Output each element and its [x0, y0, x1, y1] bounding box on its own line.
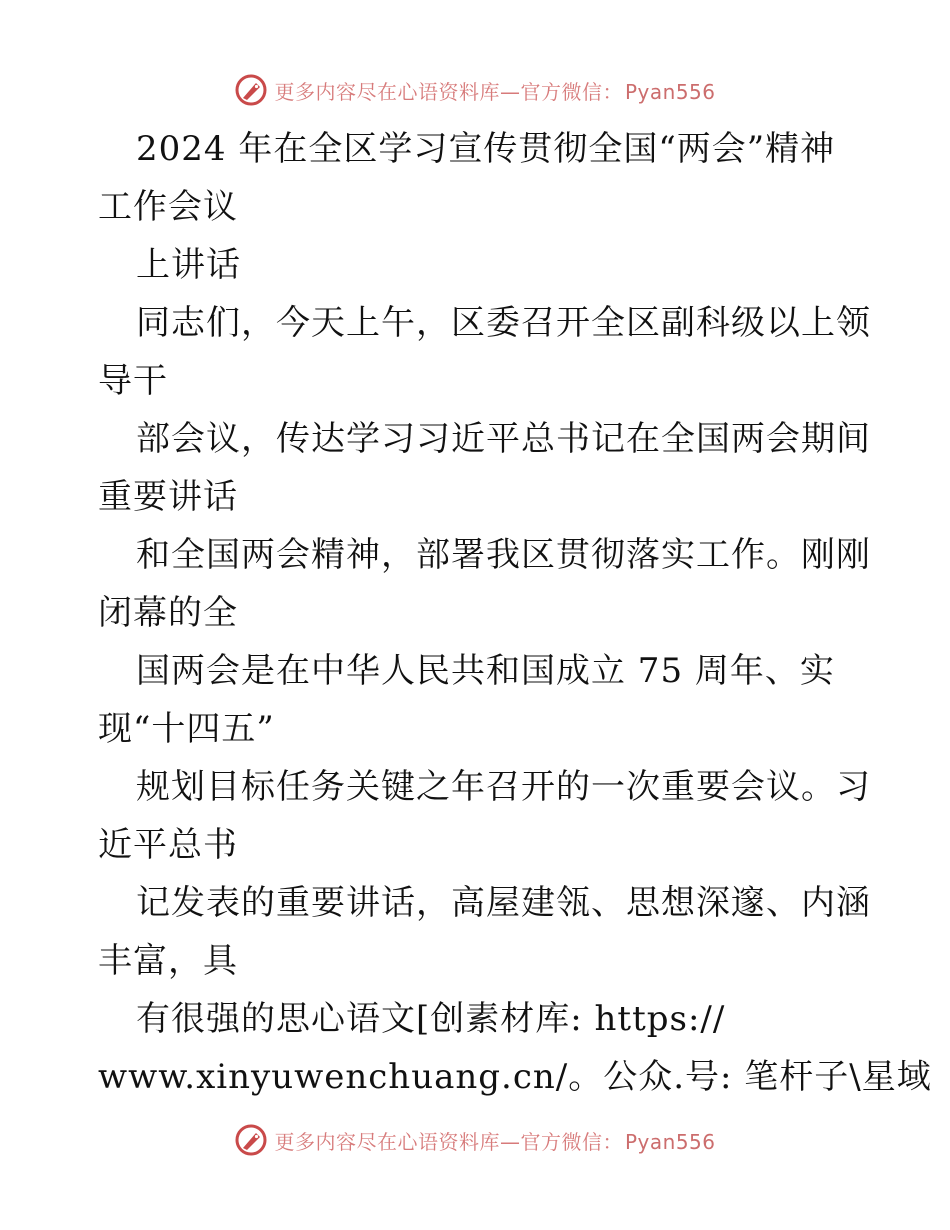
header-watermark	[0, 70, 950, 110]
watermark-wechat-id: Pyan556	[624, 79, 716, 104]
footer-watermark	[0, 1120, 950, 1160]
paragraph-line: 记发表的重要讲话，高屋建瓴、思想深邃、内涵	[136, 883, 871, 923]
document-body	[98, 120, 932, 1106]
paragraph-line: 部会议，传达学习习近平总书记在全国两会期间	[136, 419, 871, 459]
document-title-line-2: 工作会议	[98, 187, 238, 227]
paragraph-line: 闭幕的全	[98, 593, 238, 633]
paragraph-line: 国两会是在中华人民共和国成立 75 周年、实	[136, 651, 835, 691]
paragraph-line: 近平总书	[98, 825, 238, 865]
watermark-text: 更多内容尽在心语资料库—官方微信： Pyan556	[274, 1129, 716, 1154]
paragraph-line: www.xinyuwenchuang.cn/。公众.号: 笔杆子\星域	[98, 1057, 932, 1097]
watermark-text: 更多内容尽在心语资料库—官方微信： Pyan556	[274, 79, 716, 104]
paragraph-line: 规划目标任务关键之年召开的一次重要会议。习	[136, 767, 871, 807]
paragraph-line: 重要讲话	[98, 477, 238, 517]
document-title-line-3: 上讲话	[136, 245, 241, 285]
watermark-wechat-id: Pyan556	[624, 1129, 716, 1154]
paragraph-line: 现“十四五”	[98, 709, 275, 749]
paragraph-line: 导干	[98, 361, 168, 401]
paragraph-line: 和全国两会精神，部署我区贯彻落实工作。刚刚	[136, 535, 871, 575]
pen-nib-logo-icon	[234, 73, 268, 107]
document-title-line-1: 2024 年在全区学习宣传贯彻全国“两会”精神	[136, 129, 836, 169]
pen-nib-logo-icon	[234, 1123, 268, 1157]
paragraph-line: 丰富，具	[98, 941, 238, 981]
paragraph-line: 有很强的思心语文[创素材库: https://	[136, 999, 726, 1039]
paragraph-line: 同志们，今天上午，区委召开全区副科级以上领	[136, 303, 871, 343]
